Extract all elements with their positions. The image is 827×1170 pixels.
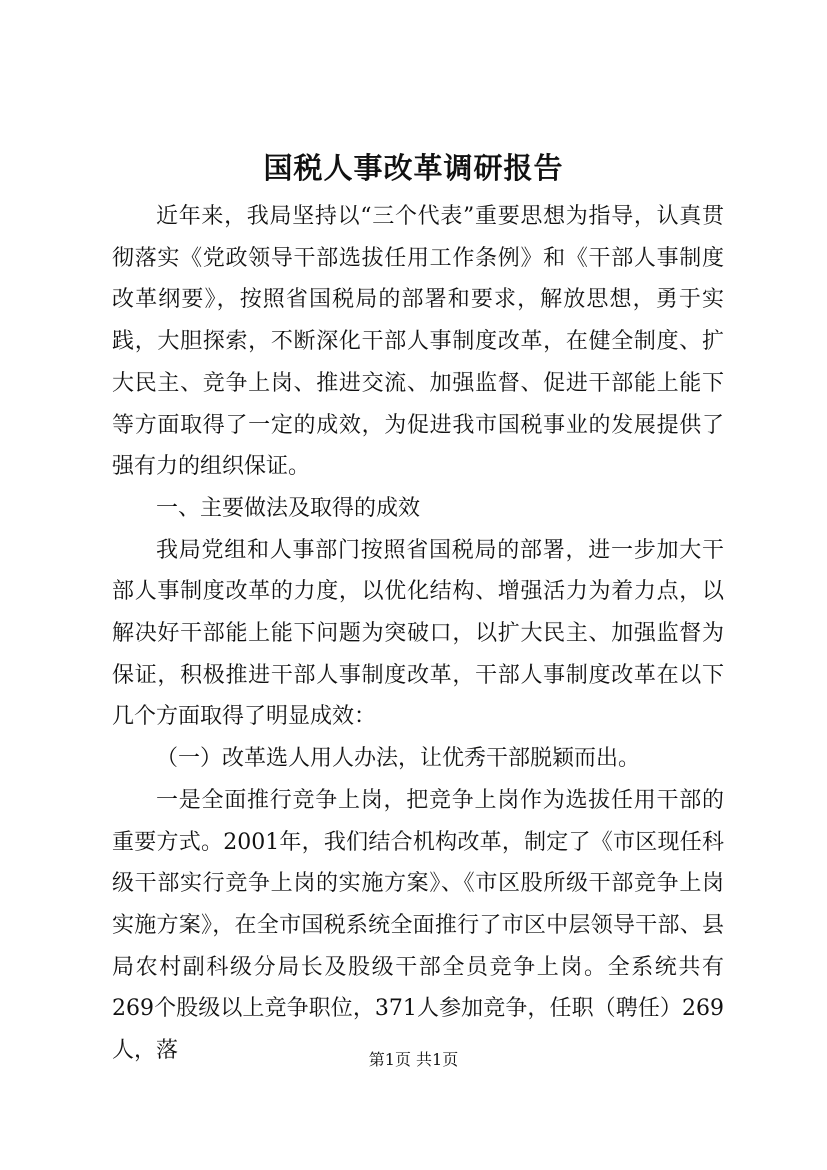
paragraph-section-1: 我局党组和人事部门按照省国税局的部署，进一步加大干部人事制度改革的力度，以优化结构、增强活力为着力点，以解决好干部能上能下问题为突破口，以扩大民主、加强监督为保证，积极推进干部人事制度改革，干部人事制度改革在以下几个方面取得了明显成效： <box>112 537 724 730</box>
paragraph-intro: 近年来，我局坚持以“三个代表”重要思想为指导，认真贯彻落实《党政领导干部选拔任用工作条例》和《干部人事制度改革纲要》，按照省国税局的部署和要求，解放思想，勇于实践，大胆探索，不断深化干部人事制度改革，在健全制度、扩大民主、竞争上岗、推进交流、加强监督、促进干部能上能下等方面取得了一定的成效，为促进我市国税事业的发展提供了强有力的组织保证。 <box>112 204 724 480</box>
section-heading-1: 一、主要做法及取得的成效 <box>156 495 421 521</box>
document-body <box>112 196 724 1072</box>
page-footer: 第1页 共1页 <box>368 1050 459 1069</box>
subsection-heading-1: （一）改革选人用人办法，让优秀干部脱颖而出。 <box>156 746 641 772</box>
document-title: 国税人事改革调研报告 <box>263 151 564 185</box>
paragraph-subsection-1: 一是全面推行竞争上岗，把竞争上岗作为选拔任用干部的重要方式。2001年，我们结合机构改革，制定了《市区现任科级干部实行竞争上岗的实施方案》、《市区股所级干部竞争上岗实施方案》，在全市国税系统全面推行了市区中层领导干部、县局农村副科级分局长及股级干部全员竞争上岗。全系统共有269个股级以上竞争职位，371人参加竞争，任职（聘任）269人，落 <box>112 787 724 1064</box>
